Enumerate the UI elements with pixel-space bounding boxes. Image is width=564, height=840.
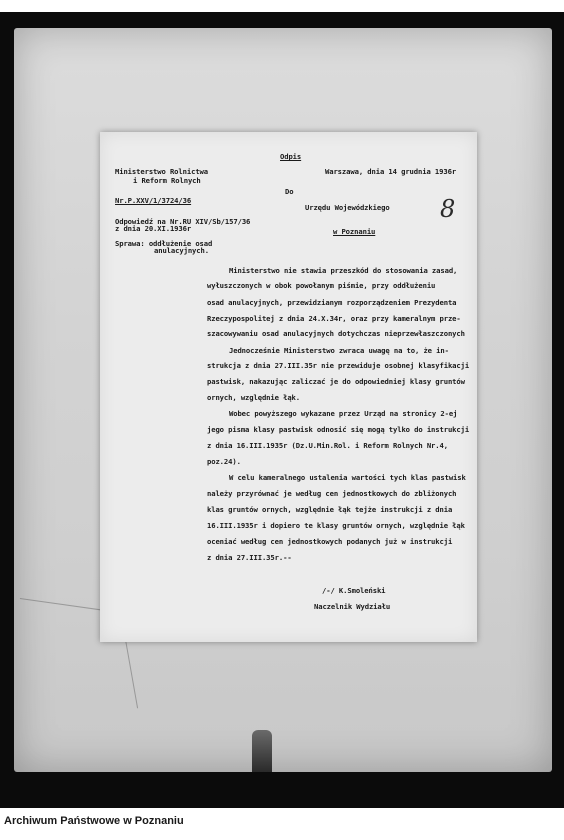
body-line: Jednocześnie Ministerstwo zwraca uwagę na to, że in- (229, 346, 449, 355)
reply-reference-2: z dnia 20.XI.1936r (115, 224, 192, 233)
top-margin (0, 0, 564, 12)
body-line: należy przyrównać je według cen jednostkowych do zbliżonych (207, 489, 457, 498)
signature-title: Naczelnik Wydziału (314, 602, 391, 611)
recipient-line-1: Urzędu Wojewódzkiego (305, 203, 390, 212)
body-line: Rzeczypospolitej z dnia 24.X.34r, oraz przy kameralnym prze- (207, 314, 461, 323)
body-line: 16.III.1935r i dopiero te klasy gruntów ornych, względnie łąk (207, 521, 465, 530)
reference-number: Nr.P.XXV/1/3724/36 (115, 196, 192, 205)
body-line: z dnia 16.III.1935r (Dz.U.Min.Rol. i Reform Rolnych Nr.4, (207, 441, 448, 450)
subject-line-1: Sprawa: oddłużenie osad (115, 239, 213, 248)
recipient-line-2: w Poznaniu (333, 227, 376, 236)
body-line: wyłuszczonych w obok powołanym piśmie, przy oddłużeniu (207, 281, 436, 290)
body-line: klas gruntów ornych, względnie łąk tejże instrukcji z dnia (207, 505, 453, 514)
body-line: Ministerstwo nie stawia przeszkód do stosowania zasad, (229, 266, 458, 275)
to-label: Do (285, 187, 294, 196)
body-line: pastwisk, nakazując zaliczać je do odpowiedniej klasy gruntów (207, 377, 465, 386)
body-line: Wobec powyższego wykazane przez Urząd na stronicy 2-ej (229, 409, 458, 418)
body-line: strukcja z dnia 27.III.35r nie przewiduje osobnej klasyfikacji (207, 361, 470, 370)
handwritten-mark: 8 (440, 195, 456, 223)
document-heading: Odpis (280, 152, 302, 161)
place-date: Warszawa, dnia 14 grudnia 1936r (325, 167, 457, 176)
archive-watermark: Archiwum Państwowe w Poznaniu (4, 815, 184, 827)
body-line: szacowywaniu osad anulacyjnych dotychczas nieprzewłaszczonych (207, 329, 465, 338)
document-page (100, 132, 477, 642)
signature-name: /-/ K.Smoleński (322, 586, 386, 595)
body-line: oceniać według cen jednostkowych podanych już w instrukcji (207, 537, 453, 546)
body-line: osad anulacyjnych, przewidzianym rozporządzeniem Prezydenta (207, 298, 457, 307)
sender-line-1: Ministerstwo Rolnictwa (115, 167, 208, 176)
body-line: W celu kameralnego ustalenia wartości tych klas pastwisk (229, 473, 466, 482)
subject-line-2: anulacyjnych. (154, 246, 209, 255)
body-line: z dnia 27.III.35r.-- (207, 553, 292, 562)
sender-line-2: i Reform Rolnych (133, 176, 201, 185)
binder-clip (252, 730, 272, 772)
body-line: ornych, względnie łąk. (207, 393, 300, 402)
body-line: jego pisma klasy pastwisk odnosić się mogą tylko do instrukcji (207, 425, 470, 434)
body-line: poz.24). (207, 457, 241, 466)
reply-reference-1: Odpowiedź na Nr.RU XIV/Sb/157/36 (115, 217, 251, 226)
